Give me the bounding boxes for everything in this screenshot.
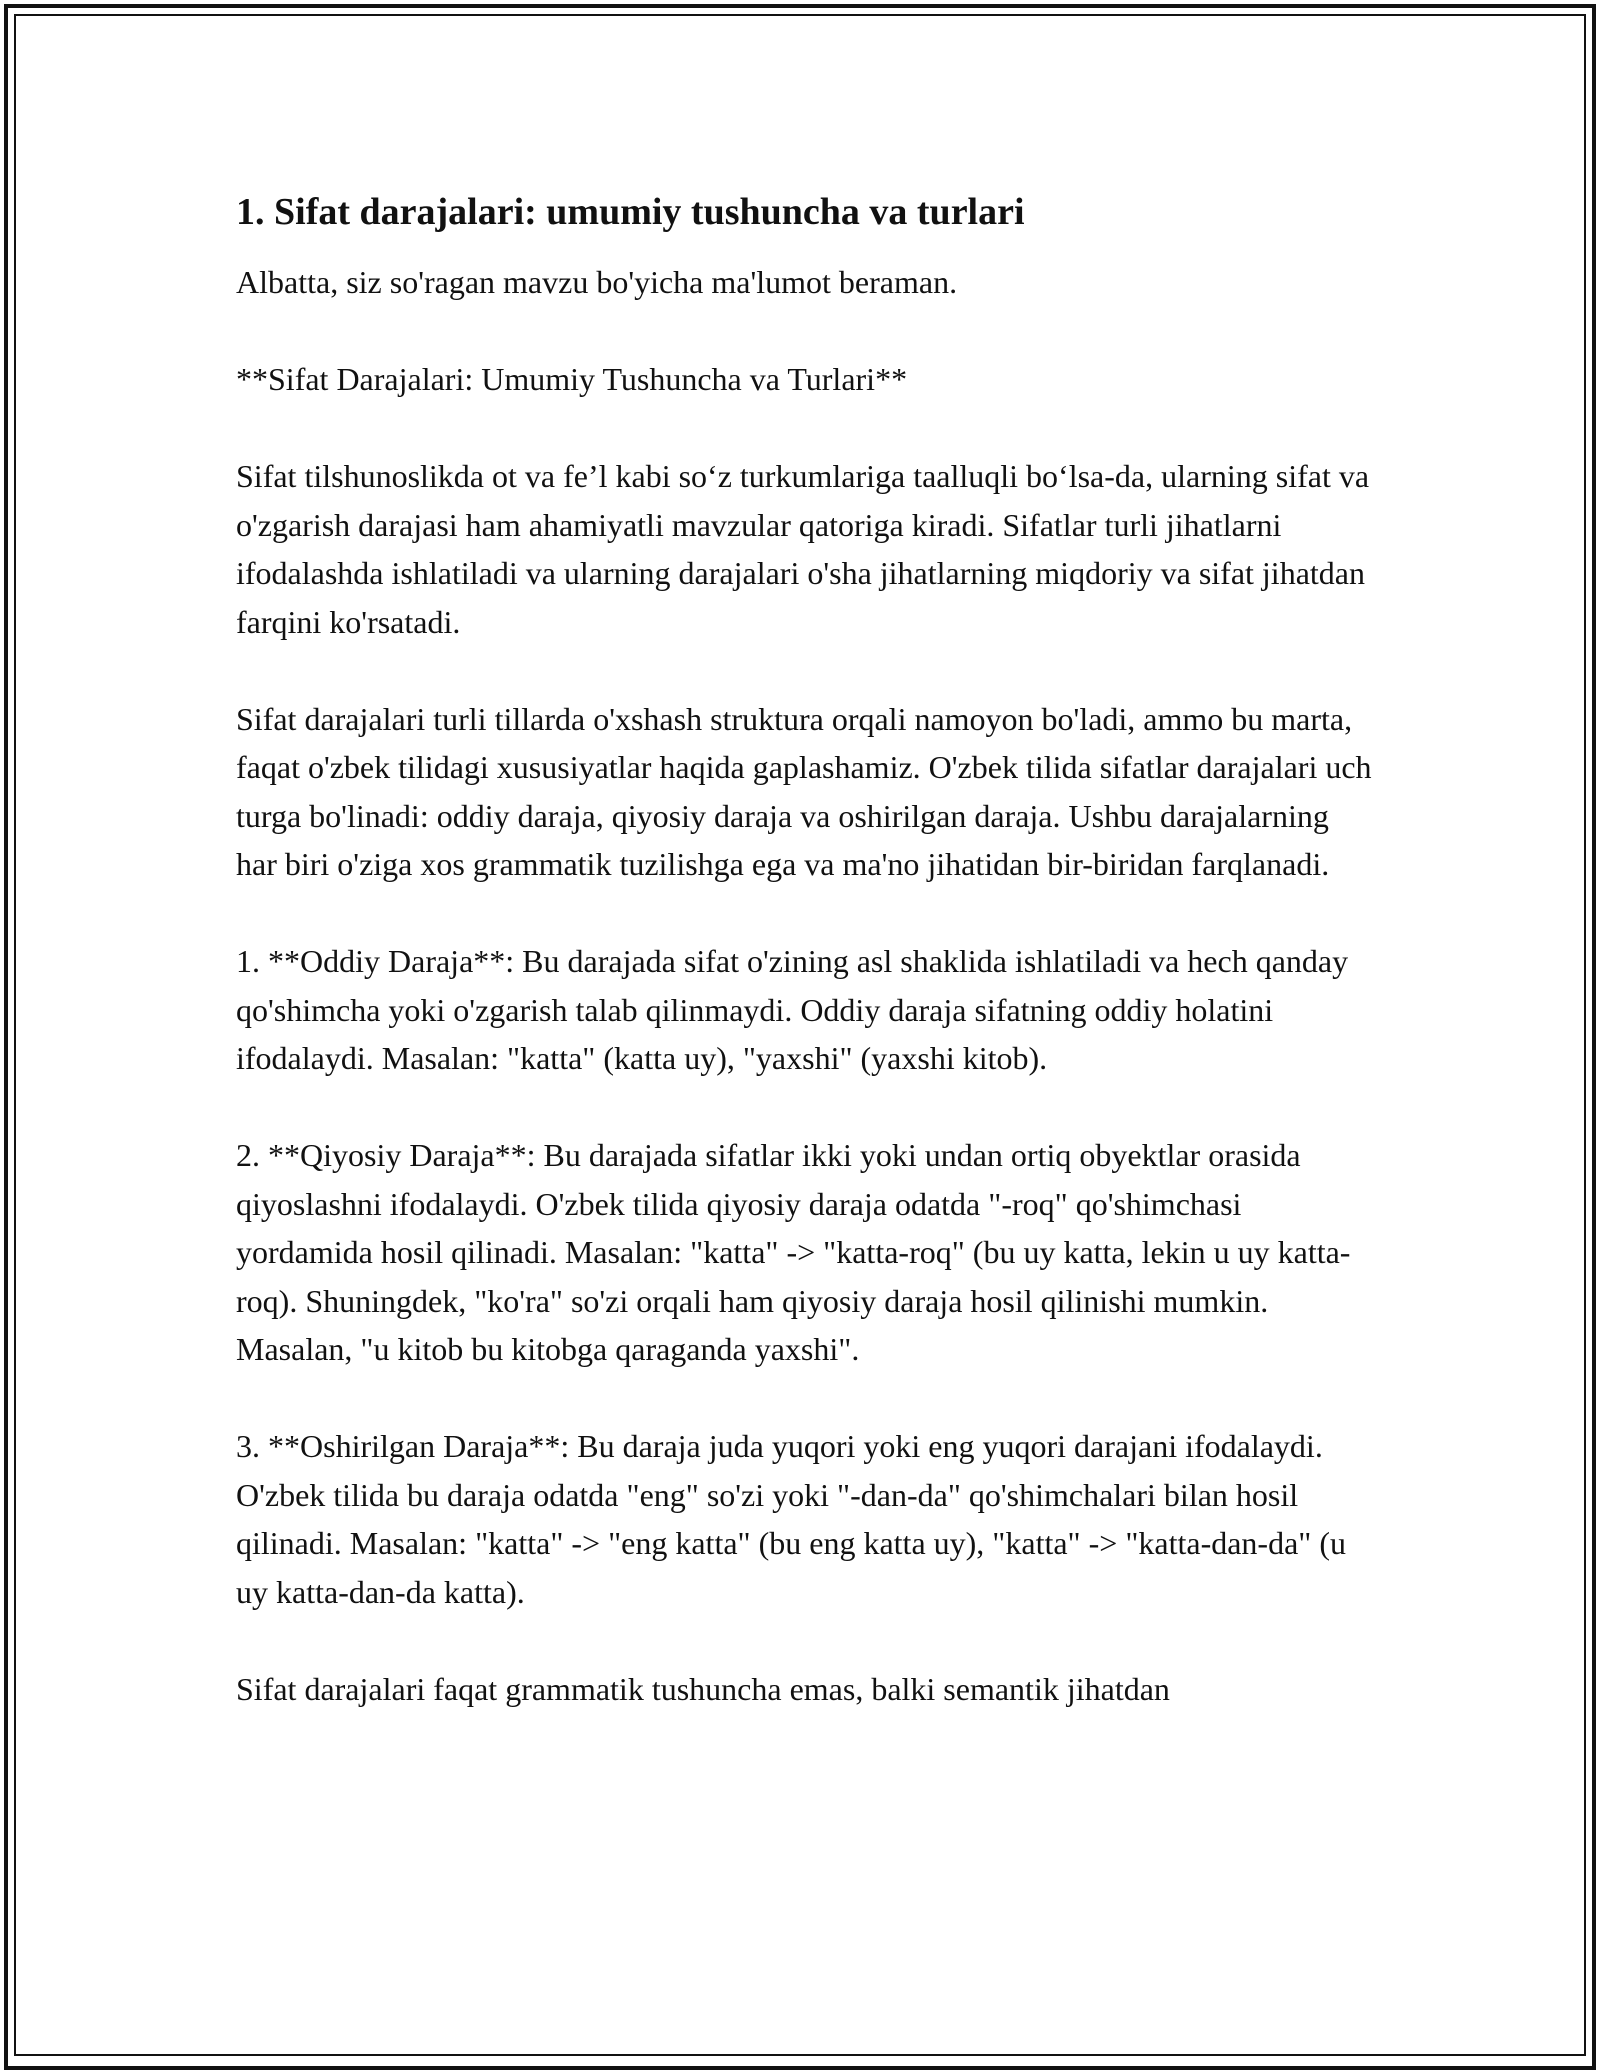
subtitle-paragraph: **Sifat Darajalari: Umumiy Tushuncha va Turlari** xyxy=(236,361,908,397)
list-item-qiyosiy-daraja: 2. **Qiyosiy Daraja**: Bu darajada sifatlar ikki yoki undan ortiq obyektlar orasida qiyoslashni ifodalaydi. O'zbek tilida qiyosiy daraja odatda "-roq" qo'shimchasi yordamida hosil qilinadi. Masalan: "katta" -> "katta-roq" (bu uy katta, lekin u uy katta-roq). Shuningdek, "ko'ra" so'zi orqali ham qiyosiy daraja hosil qilinishi mumkin. Masalan, "u kitob bu kitobga qaraganda yaxshi". xyxy=(236,1137,1351,1367)
body-paragraph: Sifat tilshunoslikda ot va fe’l kabi so‘z turkumlariga taalluqli bo‘lsa-da, ularning sifat va o'zgarish darajasi ham ahamiyatli mavzular qatoriga kiradi. Sifatlar turli jihatlarni ifodalashda ishlatiladi va ularning darajalari o'sha jihatlarning miqdoriy va sifat jihatdan farqini ko'rsatadi. xyxy=(236,458,1370,640)
closing-paragraph: Sifat darajalari faqat grammatik tushuncha emas, balki semantik jihatdan xyxy=(236,1670,1170,1707)
document-body xyxy=(236,186,1376,1762)
intro-paragraph: Albatta, siz so'ragan mavzu bo'yicha ma'lumot beraman. xyxy=(236,264,958,300)
body-paragraph: Sifat darajalari turli tillarda o'xshash struktura orqali namoyon bo'ladi, ammo bu marta, faqat o'zbek tilidagi xususiyatlar haqida gaplashamiz. O'zbek tilida sifatlar darajalari uch turga bo'linadi: oddiy daraja, qiyosiy daraja va oshirilgan daraja. Ushbu darajalarning har biri o'ziga xos grammatik tuzilishga ega va ma'no jihatidan bir-biridan farqlanadi. xyxy=(236,700,1372,882)
list-item-oshirilgan-daraja: 3. **Oshirilgan Daraja**: Bu daraja juda yuqori yoki eng yuqori darajani ifodalaydi. O'zbek tilida bu daraja odatda "eng" so'zi yoki "-dan-da" qo'shimchalari bilan hosil qilinadi. Masalan: "katta" -> "eng katta" (bu eng katta uy), "katta" -> "katta-dan-da" (u uy katta-dan-da katta). xyxy=(236,1428,1346,1610)
list-item-oddiy-daraja: 1. **Oddiy Daraja**: Bu darajada sifat o'zining asl shaklida ishlatiladi va hech qanday qo'shimcha yoki o'zgarish talab qilinmaydi. Oddiy daraja sifatning oddiy holatini ifodalaydi. Masalan: "katta" (katta uy), "yaxshi" (yaxshi kitob). xyxy=(236,943,1349,1076)
section-heading: 1. Sifat darajalari: umumiy tushuncha va turlari xyxy=(236,191,1025,233)
